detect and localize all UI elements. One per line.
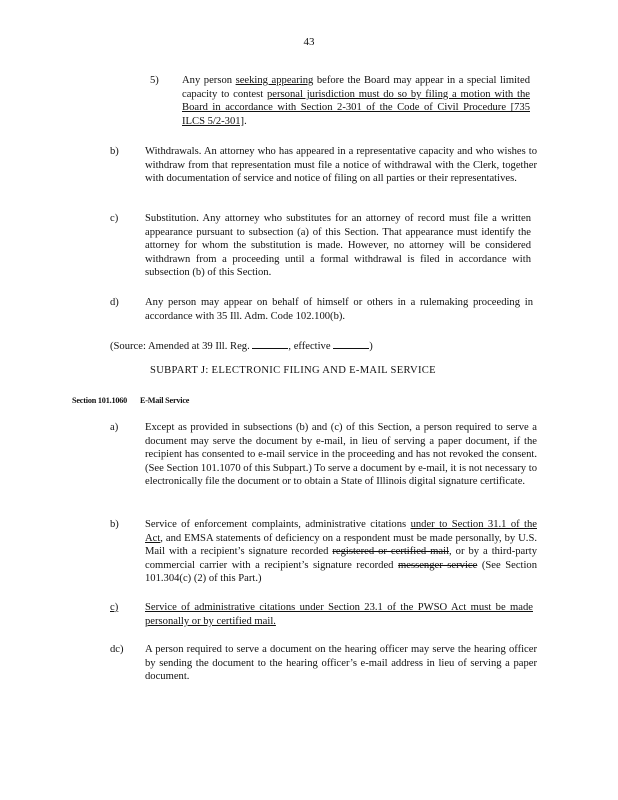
source-note — [110, 339, 373, 354]
item-text: A person required to serve a document on the hearing officer may serve the hearing officer by sending the document to the hearing officer’s e-mail address in lieu of serving a paper document. — [145, 644, 537, 683]
source-text: (Source: Amended at 39 Ill. Reg. — [110, 341, 253, 352]
item-text: Service of administrative citations under Section 23.1 of the PWSO Act must be made personally or by certified mail. — [145, 602, 533, 627]
source-text: , effective — [288, 341, 334, 352]
item-label: a) — [110, 422, 119, 433]
item-label: dc) — [110, 644, 124, 655]
item-label: d) — [110, 297, 119, 308]
item-text: Substitution. Any attorney who substitutes for an attorney of record must file a written appearance pursuant to subsection (a) of this Section. That appearance must identify the attorney for whom the substitution is made. However, no attorney will be considered withdrawn from a proceeding until a formal withdrawal is filed in accordance with subsection (b) of this Section. — [145, 213, 531, 279]
deleted-text: registered or certified mail — [332, 546, 450, 558]
item-text: Except as provided in subsections (b) and (c) of this Section, a person required to serve a document may serve the document by e-mail, in lieu of serving a paper document, if the recipient has consented to e-mail service in the proceeding and has not revoked the consent. (See Section 101.1070 of this Subpart.) To serve a document by e-mail, it is not necessary to electronically file the document or to obtain a State of Illinois digital signature certificate. — [145, 422, 537, 488]
blank-line — [252, 339, 288, 349]
blank-line — [333, 339, 369, 349]
text-segment: . — [244, 115, 247, 127]
section-title: E-Mail Service — [139, 396, 190, 405]
section-number: Section 101.1060 — [72, 396, 128, 405]
text-segment: , and EMSA statements of deficiency on a respondent must be made personally, by U.S. Mail with a recipient’s signature recorded — [145, 532, 537, 558]
item-text: Withdrawals. An attorney who has appeared in a representative capacity and who wishes to withdraw from that representation must file a notice of withdrawal with the Clerk, together with documentation of service and notice of filing on all parties or their representatives. — [145, 146, 537, 185]
text-segment: Any person — [182, 75, 236, 86]
text-segment: Service of enforcement complaints, administrative citations — [145, 519, 411, 530]
text-segment: (See Section 101.304(c) (2) of this Part.) — [145, 559, 537, 585]
section-header — [72, 394, 189, 408]
inserted-text: seeking appearing — [235, 75, 314, 86]
item-label: c) — [110, 602, 119, 613]
item-text — [182, 74, 530, 128]
item-label: b) — [110, 146, 119, 157]
text-segment: , or by a third-party commercial carrier with a recipient’s signature recorded — [145, 546, 537, 571]
deleted-text: messenger service — [398, 559, 478, 571]
item-label: b) — [110, 519, 119, 530]
inserted-text: personal jurisdiction must do so by filing a motion with the Board in accordance with Section 2-301 of the Code of Civil Procedure [735 ILCS 5/2-301] — [182, 88, 530, 127]
inserted-text: under to Section 31.1 of the Act — [145, 519, 537, 544]
text-segment: before the Board may appear in a special limited capacity to contest — [182, 75, 530, 100]
subpart-heading: SUBPART J: ELECTRONIC FILING AND E-MAIL SERVICE — [150, 365, 436, 376]
page-number: 43 — [303, 36, 315, 48]
item-label: c) — [110, 213, 119, 224]
item-text: Any person may appear on behalf of himself or others in a rulemaking proceeding in accordance with 35 Ill. Adm. Code 102.100(b). — [145, 297, 533, 322]
source-text: ) — [369, 341, 373, 352]
item-text — [145, 518, 537, 586]
item-label: 5) — [150, 75, 159, 86]
